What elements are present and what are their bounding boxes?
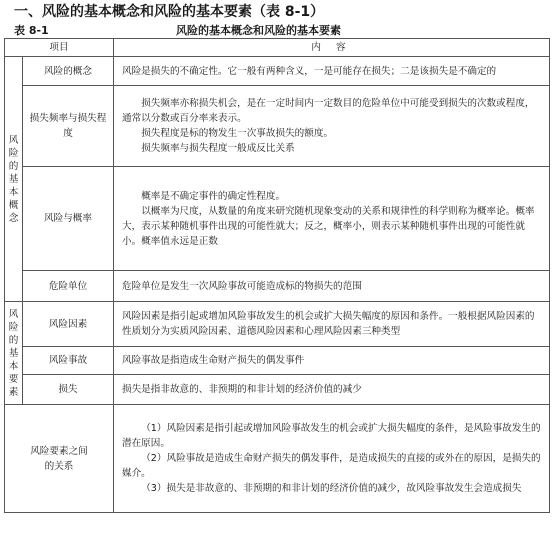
table-number: 表 8-1: [14, 24, 49, 37]
table-row: [5, 167, 550, 271]
row-item: 风险因素: [23, 302, 114, 347]
row-content: [114, 375, 550, 405]
content-line: 损失频率与损失程度一般成反比关系: [141, 143, 295, 154]
content-line: 损失是指非故意的、非预期的和非计划的经济价值的减少: [122, 384, 362, 395]
content-line: 风险事故是指造成生命财产损失的偶发事件: [122, 355, 305, 366]
content-line: 损失程度是标的物发生一次事故损失的额度。: [141, 128, 334, 139]
table-row: [5, 86, 550, 167]
content-line: （3）损失是非故意的、非预期的和非计划的经济价值的减少，故风险事故发生会造成损失: [141, 483, 522, 494]
row-content: [114, 86, 550, 167]
content-line: 风险因素是指引起或增加风险事故发生的机会或扩大损失幅度的原因和条件。一般根据风险因素的性质划分为实质风险因素、道德风险因素和心理风险因素三种类型: [122, 311, 535, 337]
row-item: 风险事故: [23, 347, 114, 375]
table-row: [5, 271, 550, 302]
row-item: 风险与概率: [23, 167, 114, 271]
content-line: （1）风险因素是指引起或增加风险事故发生的机会或扩大损失幅度的条件，是风险事故发生的潜在原因。: [122, 423, 541, 449]
section-heading: 一、风险的基本概念和风险的基本要素（表 8-1）: [14, 4, 325, 20]
row-content: [114, 347, 550, 375]
row-item-relation: 风险要素之间的关系: [5, 405, 114, 513]
row-content: [114, 167, 550, 271]
table-row: [5, 57, 550, 86]
concept-table: [4, 38, 550, 513]
table-row: [5, 405, 550, 513]
row-content: [114, 405, 550, 513]
table-row: [5, 347, 550, 375]
content-line: 损失频率亦称损失机会，是在一定时间内一定数目的危险单位中可能受到损失的次数或程度，通常以分数或百分率来表示。: [122, 98, 535, 124]
row-content: [114, 57, 550, 86]
header-item: 项目: [5, 39, 114, 57]
row-item: 危险单位: [23, 271, 114, 302]
group-label-basic-concept: 风险的基本概念: [5, 57, 23, 302]
content-line: 概率是不确定事件的确定性程度。: [141, 190, 286, 202]
content-line: 风险是损失的不确定性。它一般有两种含义，一是可能存在损失；二是该损失是不确定的: [122, 65, 497, 77]
content-line: （2）风险事故是造成生命财产损失的偶发事件，是造成损失的直接的或外在的原因，是损失的媒介。: [122, 453, 541, 479]
row-content: [114, 271, 550, 302]
content-line: 以概率为尺度，从数量的角度来研究随机现象变动的关系和规律性的科学则称为概率论。概率大，表示某种随机事件出现的可能性就大；反之，概率小，则表示某种随机事件出现的可能性就小。概率值永远是正数: [122, 205, 535, 247]
row-content: [114, 302, 550, 347]
content-line: 危险单位是发生一次风险事故可能造成标的物损失的范围: [122, 280, 362, 292]
row-item: 风险的概念: [23, 57, 114, 86]
table-row: [5, 375, 550, 405]
table-row: [5, 302, 550, 347]
row-item: 损失: [23, 375, 114, 405]
row-item: 损失频率与损失程度: [23, 86, 114, 167]
table-title: 风险的基本概念和风险的基本要素: [176, 24, 341, 37]
header-content: 内 容: [114, 39, 550, 57]
header-row: [5, 39, 550, 57]
group-label-basic-elements: 风险的基本要素: [5, 302, 23, 405]
